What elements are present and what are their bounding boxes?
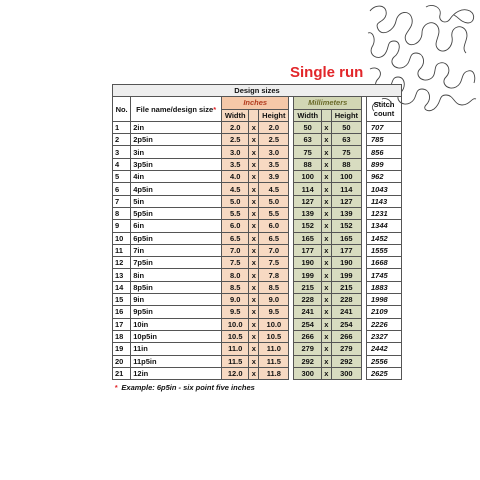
file-name: 2in [131, 121, 222, 133]
table-row [113, 171, 402, 183]
inch-width: 9.0 [221, 294, 248, 306]
inch-height: 11.8 [259, 367, 289, 379]
row-number: 17 [113, 318, 131, 330]
file-name: 5p5in [131, 207, 222, 219]
inch-width: 12.0 [221, 367, 248, 379]
row-number: 14 [113, 281, 131, 293]
inch-width: 5.0 [221, 195, 248, 207]
table-row [113, 220, 402, 232]
mm-height: 75 [331, 146, 361, 158]
mm-x-header [321, 109, 331, 121]
row-number: 16 [113, 306, 131, 318]
mm-x-sign: x [321, 121, 331, 133]
inch-height: 2.5 [259, 134, 289, 146]
mm-height: 63 [331, 134, 361, 146]
table-row [113, 146, 402, 158]
mm-width: 190 [294, 257, 321, 269]
inches-group-header: Inches [221, 97, 289, 109]
row-number: 5 [113, 171, 131, 183]
inch-height: 10.5 [259, 330, 289, 342]
file-name: 3in [131, 146, 222, 158]
inch-x-sign: x [249, 330, 259, 342]
inch-width: 8.5 [221, 281, 248, 293]
stitch-count: 1668 [367, 257, 402, 269]
design-sizes-table [112, 84, 402, 393]
mm-height: 50 [331, 121, 361, 133]
stitch-count: 2625 [367, 367, 402, 379]
stitch-count: 1344 [367, 220, 402, 232]
mm-width: 165 [294, 232, 321, 244]
mm-height: 165 [331, 232, 361, 244]
mm-height: 199 [331, 269, 361, 281]
inch-x-sign: x [249, 281, 259, 293]
stitch-count: 962 [367, 171, 402, 183]
table-row [113, 367, 402, 379]
mm-height: 228 [331, 294, 361, 306]
mm-x-sign: x [321, 306, 331, 318]
inch-width: 4.0 [221, 171, 248, 183]
inch-x-sign: x [249, 367, 259, 379]
inch-x-sign: x [249, 195, 259, 207]
inch-x-sign: x [249, 294, 259, 306]
inch-width: 3.0 [221, 146, 248, 158]
inch-height: 6.0 [259, 220, 289, 232]
mm-width: 127 [294, 195, 321, 207]
mm-height: 139 [331, 207, 361, 219]
page-title: Single run [290, 64, 364, 81]
inch-x-sign: x [249, 355, 259, 367]
mm-width: 199 [294, 269, 321, 281]
inch-width: 9.5 [221, 306, 248, 318]
mm-height: 279 [331, 343, 361, 355]
file-name: 6in [131, 220, 222, 232]
inch-height: 3.9 [259, 171, 289, 183]
row-number: 19 [113, 343, 131, 355]
mm-x-sign: x [321, 318, 331, 330]
stitch-count: 1043 [367, 183, 402, 195]
mm-height: 190 [331, 257, 361, 269]
file-name: 4p5in [131, 183, 222, 195]
stitch-count: 899 [367, 158, 402, 170]
inch-height: 4.5 [259, 183, 289, 195]
file-name: 7p5in [131, 257, 222, 269]
file-name: 10in [131, 318, 222, 330]
footnote [113, 380, 402, 394]
row-number: 12 [113, 257, 131, 269]
stitch-count: 2327 [367, 330, 402, 342]
footnote-star: * [114, 383, 118, 393]
file-name: 8in [131, 269, 222, 281]
table-row [113, 244, 402, 256]
col-name-star: * [213, 104, 217, 114]
inch-x-sign: x [249, 232, 259, 244]
mm-x-sign: x [321, 171, 331, 183]
row-number: 13 [113, 269, 131, 281]
table-caption: Design sizes [113, 85, 402, 97]
table-row [113, 318, 402, 330]
inch-x-sign: x [249, 257, 259, 269]
inch-width: 3.5 [221, 158, 248, 170]
stitch-count: 2226 [367, 318, 402, 330]
file-name: 9p5in [131, 306, 222, 318]
inch-x-sign: x [249, 134, 259, 146]
inch-height: 8.5 [259, 281, 289, 293]
inch-x-header [249, 109, 259, 121]
col-name-header [131, 97, 222, 122]
inch-width: 2.5 [221, 134, 248, 146]
file-name: 2p5in [131, 134, 222, 146]
file-name: 11p5in [131, 355, 222, 367]
inch-width: 7.5 [221, 257, 248, 269]
inch-height: 11.0 [259, 343, 289, 355]
mm-width: 300 [294, 367, 321, 379]
row-number: 9 [113, 220, 131, 232]
inch-height: 2.0 [259, 121, 289, 133]
stitch-count: 1998 [367, 294, 402, 306]
mm-width: 254 [294, 318, 321, 330]
table-row [113, 257, 402, 269]
inch-height: 9.0 [259, 294, 289, 306]
row-number: 20 [113, 355, 131, 367]
file-name: 4in [131, 171, 222, 183]
inch-x-sign: x [249, 207, 259, 219]
mm-height: 266 [331, 330, 361, 342]
inch-x-sign: x [249, 220, 259, 232]
mm-height: 292 [331, 355, 361, 367]
inch-x-sign: x [249, 306, 259, 318]
mm-x-sign: x [321, 244, 331, 256]
inch-height: 5.5 [259, 207, 289, 219]
row-number: 8 [113, 207, 131, 219]
mm-height: 215 [331, 281, 361, 293]
inch-height: 3.5 [259, 158, 289, 170]
mm-x-sign: x [321, 281, 331, 293]
stitch-count: 2442 [367, 343, 402, 355]
mm-x-sign: x [321, 195, 331, 207]
inch-height: 7.5 [259, 257, 289, 269]
mm-height-header: Height [331, 109, 361, 121]
table-row [113, 306, 402, 318]
stitch-count: 1883 [367, 281, 402, 293]
stitch-count: 856 [367, 146, 402, 158]
inch-height: 7.8 [259, 269, 289, 281]
inch-height: 3.0 [259, 146, 289, 158]
mm-width: 292 [294, 355, 321, 367]
inch-x-sign: x [249, 244, 259, 256]
table-row [113, 330, 402, 342]
mm-height: 114 [331, 183, 361, 195]
file-name: 12in [131, 367, 222, 379]
inch-height: 9.5 [259, 306, 289, 318]
mm-x-sign: x [321, 343, 331, 355]
mm-width: 215 [294, 281, 321, 293]
inch-width: 10.0 [221, 318, 248, 330]
inch-width: 4.5 [221, 183, 248, 195]
mm-height: 88 [331, 158, 361, 170]
row-number: 15 [113, 294, 131, 306]
col-no-header: No. [113, 97, 131, 122]
inch-width: 2.0 [221, 121, 248, 133]
table-row [113, 134, 402, 146]
row-number: 3 [113, 146, 131, 158]
mm-height: 100 [331, 171, 361, 183]
inch-width: 6.0 [221, 220, 248, 232]
stitch-count: 2556 [367, 355, 402, 367]
mm-x-sign: x [321, 134, 331, 146]
row-number: 11 [113, 244, 131, 256]
mm-width: 266 [294, 330, 321, 342]
table-row [113, 195, 402, 207]
mm-width: 50 [294, 121, 321, 133]
millimeters-group-header: Millimeters [294, 97, 362, 109]
mm-x-sign: x [321, 269, 331, 281]
inch-height: 10.0 [259, 318, 289, 330]
stitch-count: 1143 [367, 195, 402, 207]
inch-x-sign: x [249, 269, 259, 281]
mm-height: 254 [331, 318, 361, 330]
mm-width: 228 [294, 294, 321, 306]
mm-width: 139 [294, 207, 321, 219]
stitch-count: 1231 [367, 207, 402, 219]
mm-x-sign: x [321, 183, 331, 195]
row-number: 21 [113, 367, 131, 379]
mm-width: 177 [294, 244, 321, 256]
inch-height: 7.0 [259, 244, 289, 256]
stitch-count: 707 [367, 121, 402, 133]
mm-width: 241 [294, 306, 321, 318]
col-name-label: File name/design size [136, 104, 214, 114]
table-row [113, 158, 402, 170]
mm-x-sign: x [321, 207, 331, 219]
row-number: 2 [113, 134, 131, 146]
inch-height: 6.5 [259, 232, 289, 244]
mm-width-header: Width [294, 109, 321, 121]
inch-width: 11.0 [221, 343, 248, 355]
inch-x-sign: x [249, 183, 259, 195]
inch-height: 5.0 [259, 195, 289, 207]
mm-x-sign: x [321, 158, 331, 170]
table-row [113, 183, 402, 195]
footnote-text: Example: 6p5in - six point five inches [121, 383, 255, 393]
inch-width: 6.5 [221, 232, 248, 244]
mm-width: 75 [294, 146, 321, 158]
mm-width: 279 [294, 343, 321, 355]
mm-x-sign: x [321, 220, 331, 232]
mm-width: 88 [294, 158, 321, 170]
inch-width: 5.5 [221, 207, 248, 219]
inch-x-sign: x [249, 171, 259, 183]
mm-width: 63 [294, 134, 321, 146]
table-row [113, 121, 402, 133]
mm-height: 300 [331, 367, 361, 379]
file-name: 8p5in [131, 281, 222, 293]
table-row [113, 269, 402, 281]
mm-x-sign: x [321, 330, 331, 342]
mm-width: 152 [294, 220, 321, 232]
stitch-count: 1555 [367, 244, 402, 256]
stitch-count: 785 [367, 134, 402, 146]
inch-width-header: Width [221, 109, 248, 121]
row-number: 10 [113, 232, 131, 244]
mm-x-sign: x [321, 355, 331, 367]
file-name: 11in [131, 343, 222, 355]
col-stitch-header: Stitch count [367, 97, 402, 122]
mm-x-sign: x [321, 232, 331, 244]
inch-height-header: Height [259, 109, 289, 121]
stitch-count: 1745 [367, 269, 402, 281]
stitch-count: 2109 [367, 306, 402, 318]
inch-width: 11.5 [221, 355, 248, 367]
table-row [113, 281, 402, 293]
table-row [113, 232, 402, 244]
inch-x-sign: x [249, 343, 259, 355]
inch-width: 10.5 [221, 330, 248, 342]
inch-height: 11.5 [259, 355, 289, 367]
row-number: 7 [113, 195, 131, 207]
mm-x-sign: x [321, 257, 331, 269]
inch-x-sign: x [249, 146, 259, 158]
mm-x-sign: x [321, 367, 331, 379]
row-number: 18 [113, 330, 131, 342]
inch-x-sign: x [249, 121, 259, 133]
table-row [113, 343, 402, 355]
mm-height: 241 [331, 306, 361, 318]
file-name: 5in [131, 195, 222, 207]
file-name: 10p5in [131, 330, 222, 342]
table-row [113, 294, 402, 306]
stitch-count: 1452 [367, 232, 402, 244]
mm-width: 100 [294, 171, 321, 183]
file-name: 3p5in [131, 158, 222, 170]
mm-width: 114 [294, 183, 321, 195]
inch-width: 7.0 [221, 244, 248, 256]
table-row [113, 207, 402, 219]
mm-height: 127 [331, 195, 361, 207]
file-name: 9in [131, 294, 222, 306]
inch-x-sign: x [249, 158, 259, 170]
inch-x-sign: x [249, 318, 259, 330]
file-name: 7in [131, 244, 222, 256]
row-number: 6 [113, 183, 131, 195]
mm-height: 177 [331, 244, 361, 256]
mm-x-sign: x [321, 294, 331, 306]
mm-x-sign: x [321, 146, 331, 158]
table-row [113, 355, 402, 367]
row-number: 4 [113, 158, 131, 170]
inch-width: 8.0 [221, 269, 248, 281]
mm-height: 152 [331, 220, 361, 232]
row-number: 1 [113, 121, 131, 133]
file-name: 6p5in [131, 232, 222, 244]
